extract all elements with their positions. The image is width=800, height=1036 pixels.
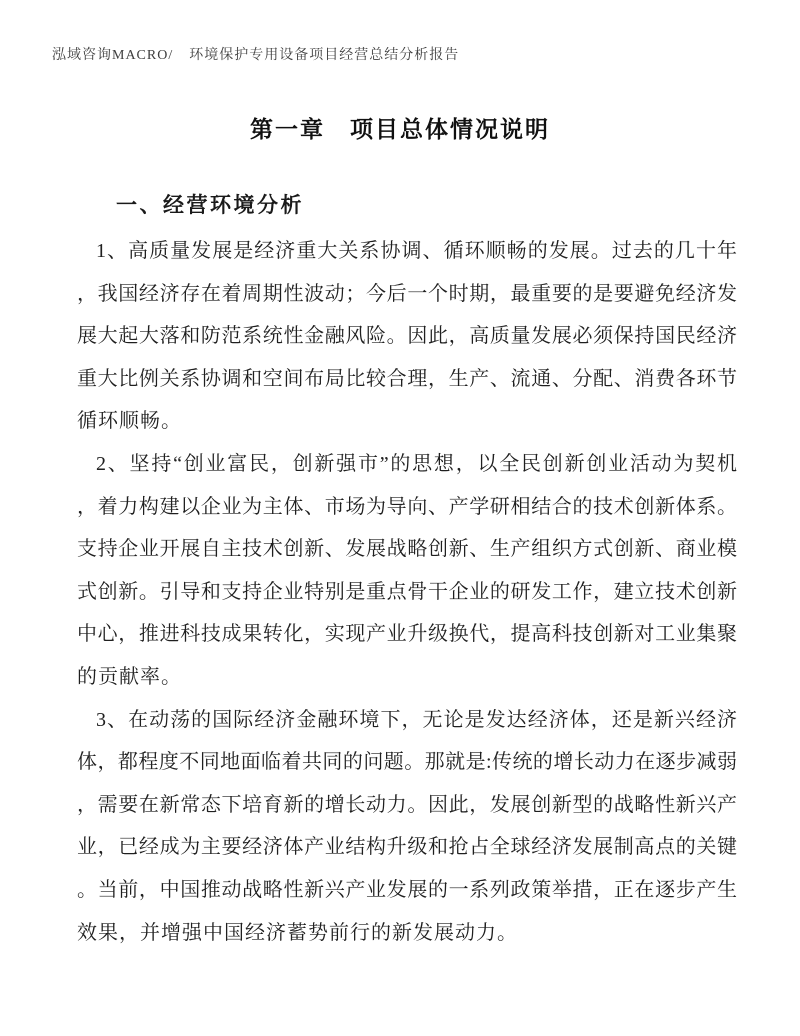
body-line: 效果，并增强中国经济蓄势前行的新发展动力。 (77, 921, 518, 944)
body-line: 重大比例关系协调和空间布局比较合理，生产、流通、分配、消费各环节 (77, 367, 737, 390)
page-header (52, 44, 459, 64)
brand-text: 泓域咨询MACRO/ (52, 48, 174, 63)
body-line: 中心，推进科技成果转化，实现产业升级换代，提高科技创新对工业集聚 (77, 623, 737, 646)
body-line: 展大起大落和防范系统性金融风险。因此，高质量发展必须保持国民经济 (77, 325, 737, 348)
body-line: ，我国经济存在着周期性波动；今后一个时期，最重要的是要避免经济发 (77, 282, 737, 305)
body-text (77, 230, 737, 954)
section-heading: 一、经营环境分析 (116, 194, 304, 217)
body-line: 。当前，中国推动战略性新兴产业发展的一系列政策举措，正在逐步产生 (77, 878, 737, 901)
body-line: 3、在动荡的国际经济金融环境下，无论是发达经济体，还是新兴经济 (96, 708, 737, 731)
body-line: ，需要在新常态下培育新的增长动力。因此，发展创新型的战略性新兴产 (77, 793, 737, 816)
body-line: 2、坚持“创业富民，创新强市”的思想，以全民创新创业活动为契机 (96, 452, 737, 475)
body-line: 循环顺畅。 (77, 410, 182, 433)
body-line: 的贡献率。 (77, 665, 182, 688)
body-line: 式创新。引导和支持企业特别是重点骨干企业的研发工作，建立技术创新 (77, 580, 737, 603)
paragraph (77, 230, 737, 443)
paragraph (77, 443, 737, 699)
chapter-title: 第一章 项目总体情况说明 (250, 116, 550, 142)
body-line: ，着力构建以企业为主体、市场为导向、产学研相结合的技术创新体系。 (77, 495, 737, 518)
body-line: 1、高质量发展是经济重大关系协调、循环顺畅的发展。过去的几十年 (96, 240, 737, 262)
doc-title-text: 环境保护专用设备项目经营总结分析报告 (189, 48, 460, 63)
body-line: 业，已经成为主要经济体产业结构升级和抢占全球经济发展制高点的关键 (77, 836, 737, 859)
body-line: 体，都程度不同地面临着共同的问题。那就是:传统的增长动力在逐步减弱 (77, 751, 737, 774)
paragraph (77, 699, 737, 955)
body-line: 支持企业开展自主技术创新、发展战略创新、生产组织方式创新、商业模 (77, 538, 737, 561)
